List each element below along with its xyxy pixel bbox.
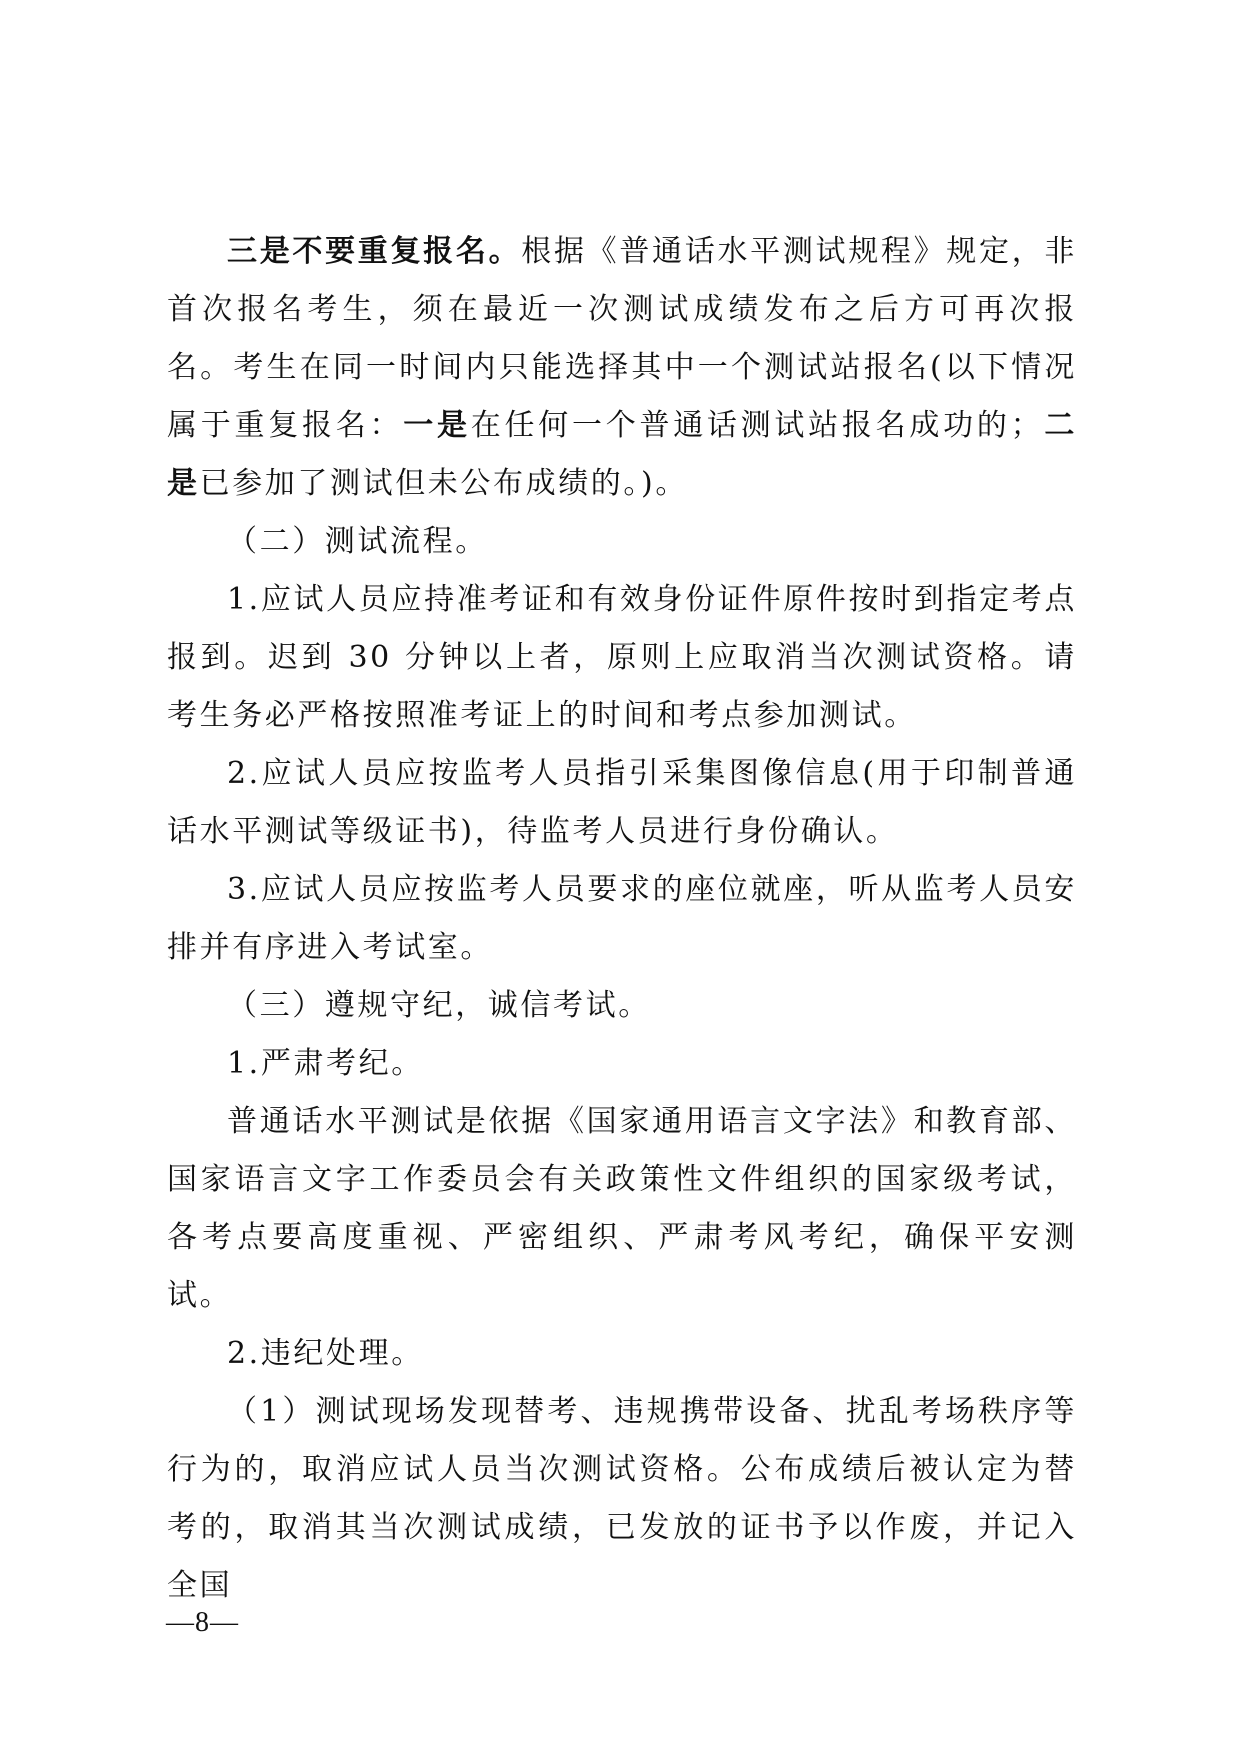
- paragraph-item-2: 2.应试人员应按监考人员指引采集图像信息(用于印制普通话水平测试等级证书)，待监考人员进行身份确认。: [167, 756, 1077, 849]
- paragraph-text: 根据《普通话水平测试规程》规定，非首次报名考生，须在最近一次测试成绩发布之后方可再次报名。考生在同一时间内只能选择其中一个测试站报名(以下情况属于重复报名：: [167, 234, 1077, 443]
- bold-marker-two: 二是: [167, 408, 1077, 501]
- paragraph-no-duplicate-registration: [167, 223, 1077, 513]
- paragraph-discipline-text: 普通话水平测试是依据《国家通用语言文字法》和教育部、国家语言文字工作委员会有关政策性文件组织的国家级考试，各考点要高度重视、严密组织、严肃考风考纪，确保平安测试。: [167, 1104, 1077, 1313]
- section-heading-discipline: （三）遵规守纪，诚信考试。: [227, 988, 651, 1023]
- bold-heading-three: 三是不要重复报名。: [227, 234, 522, 269]
- paragraph-item-1: 1.应试人员应持准考证和有效身份证件原件按时到指定考点报到。迟到 30 分钟以上者，原则上应取消当次测试资格。请考生务必严格按照准考证上的时间和考点参加测试。: [167, 582, 1077, 733]
- subheading-violation-handling: 2.违纪处理。: [227, 1336, 424, 1371]
- paragraph-item-3: 3.应试人员应按监考人员要求的座位就座，听从监考人员安排并有序进入考试室。: [167, 872, 1077, 965]
- section-heading-test-process: （二）测试流程。: [227, 524, 488, 559]
- paragraph-text: 在任何一个普通话测试站报名成功的；: [470, 408, 1044, 443]
- paragraph-text: 已参加了测试但未公布成绩的。)。: [199, 466, 688, 501]
- document-body: [167, 223, 1077, 1615]
- page-number: —8—: [166, 1607, 239, 1638]
- paragraph-violation-1: （1）测试现场发现替考、违规携带设备、扰乱考场秩序等行为的，取消应试人员当次测试资格。公布成绩后被认定为替考的，取消其当次测试成绩，已发放的证书予以作废，并记入全国: [167, 1394, 1077, 1603]
- subheading-strict-discipline: 1.严肃考纪。: [227, 1046, 424, 1081]
- bold-marker-one: 一是: [403, 408, 471, 443]
